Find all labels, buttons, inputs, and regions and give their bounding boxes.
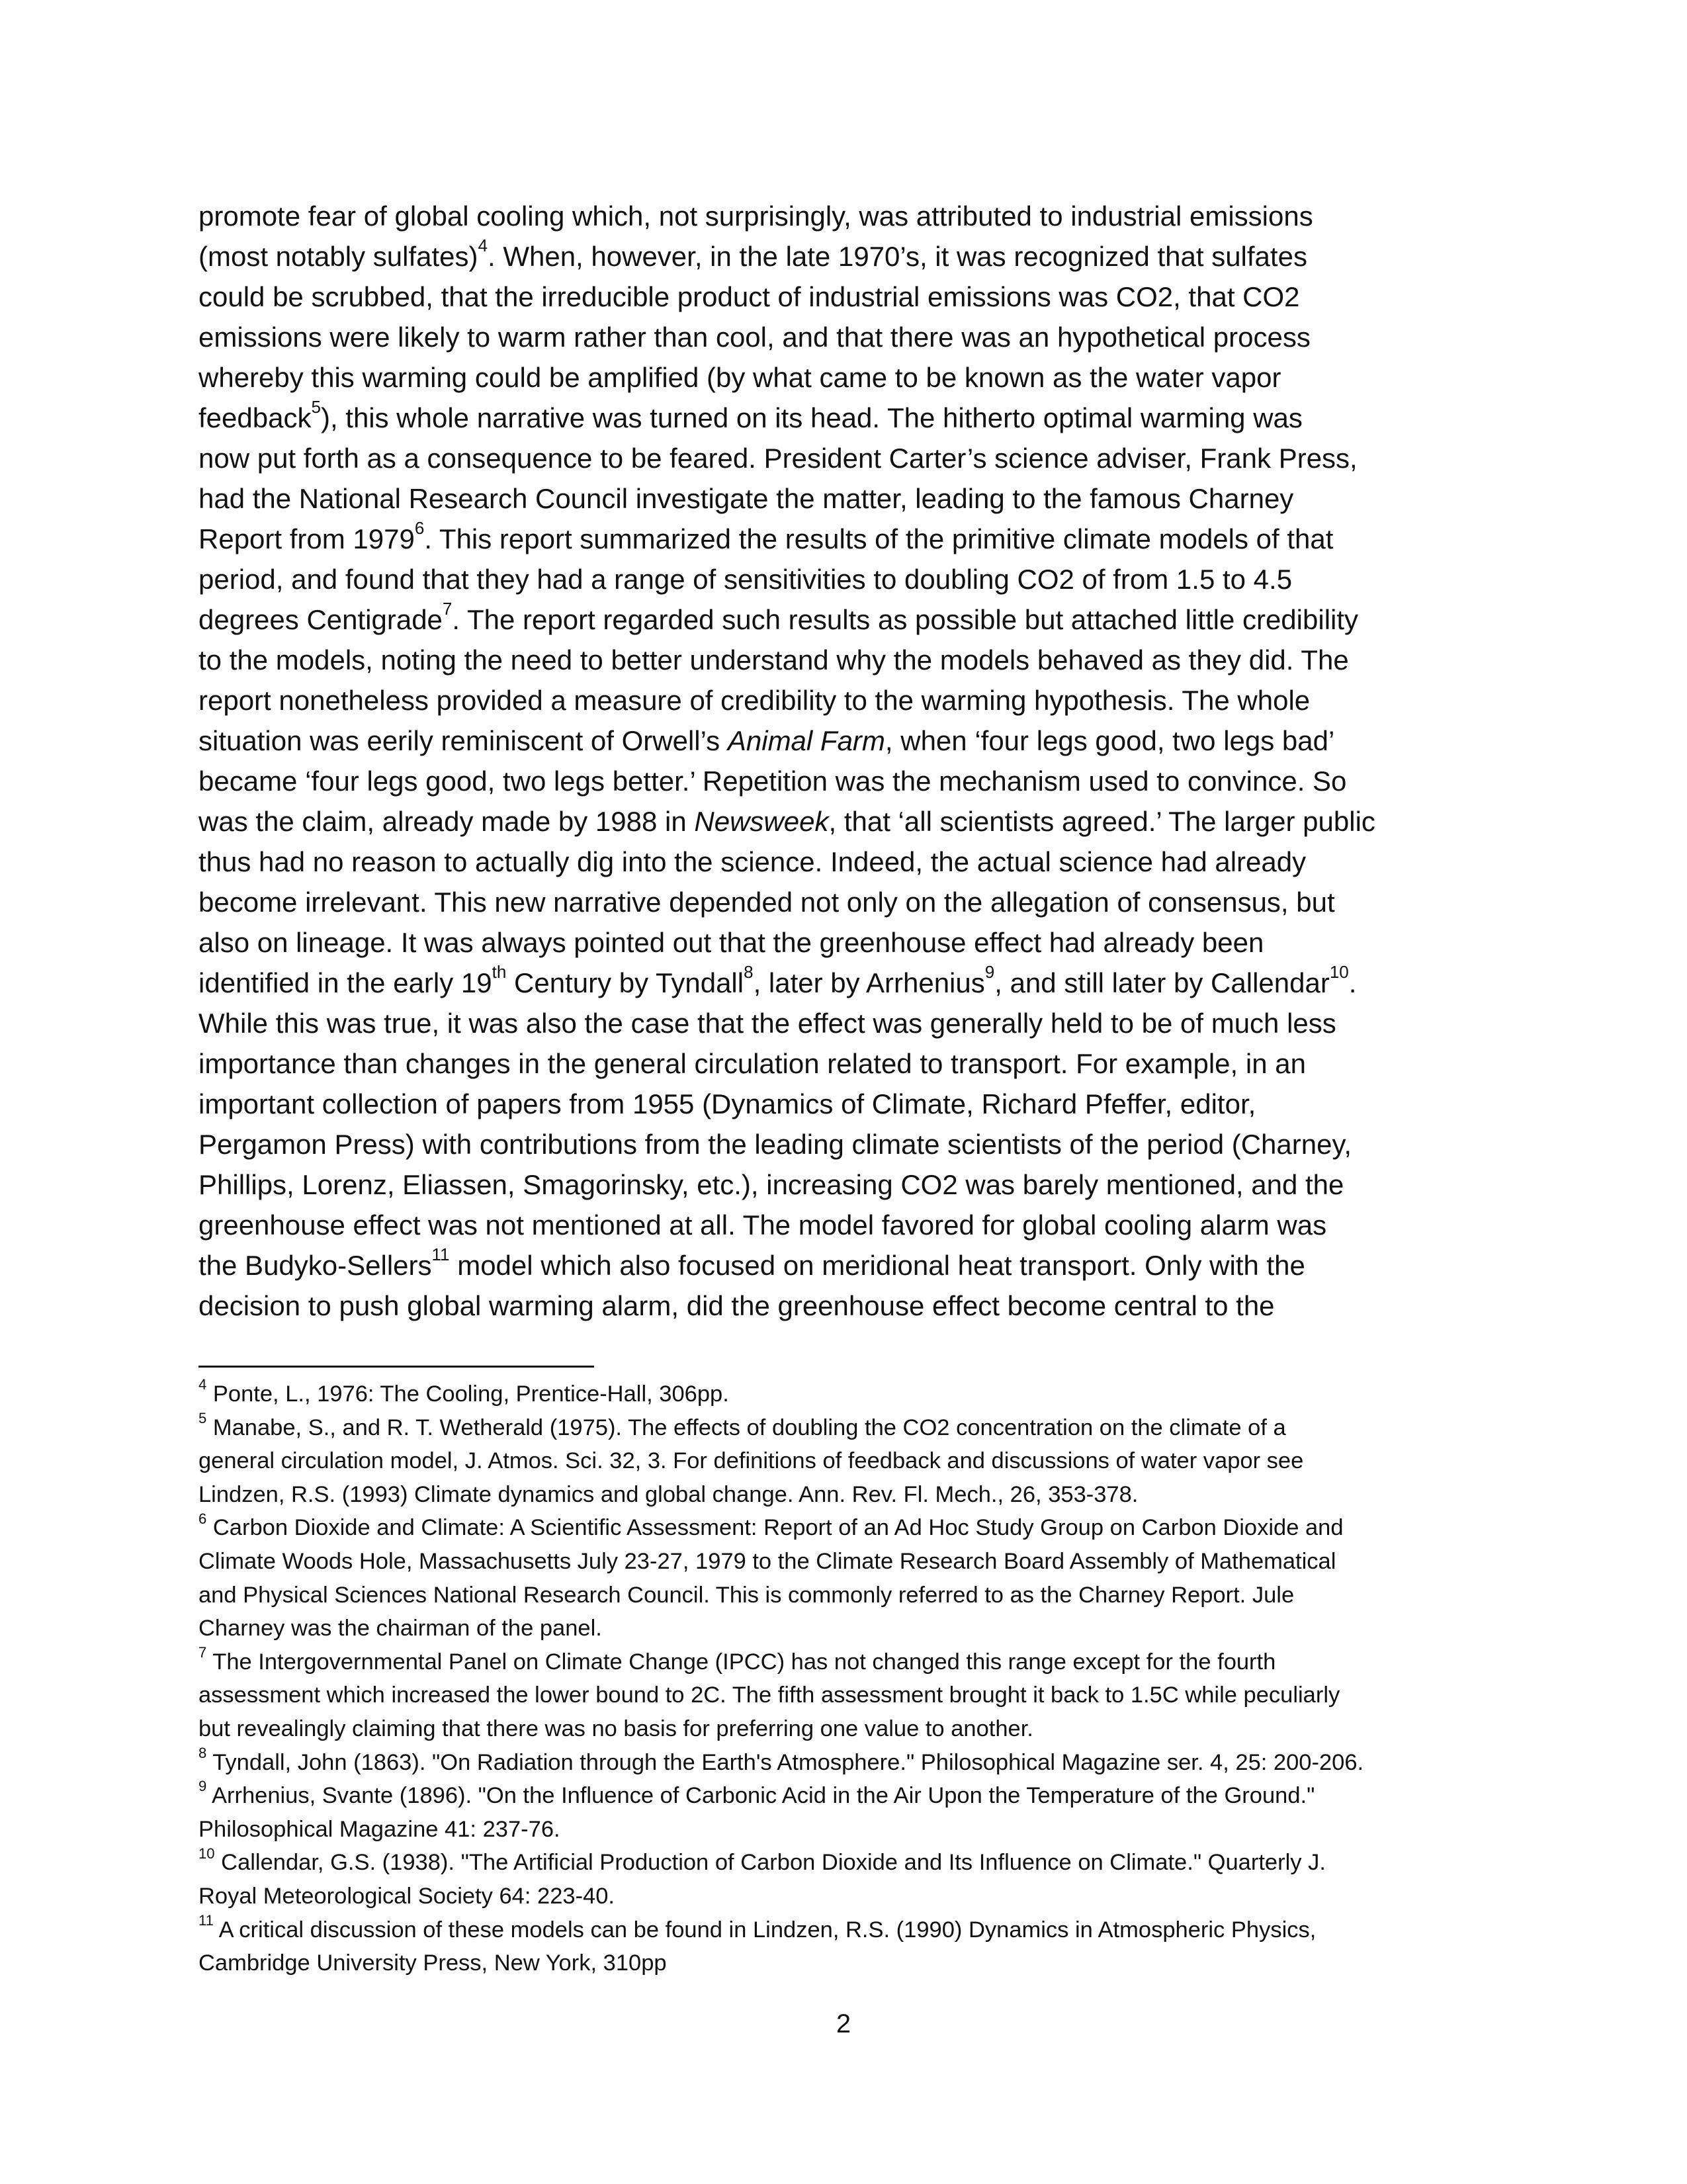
text-run: could be scrubbed, that the irreducible product of industrial emissions was CO2, that CO2 — [198, 281, 1300, 312]
footnote-line — [198, 1712, 1508, 1746]
italic-title: Animal Farm — [727, 725, 885, 756]
text-run: Ponte, L., 1976: The Cooling, Prentice-Hall, 306pp. — [206, 1381, 729, 1407]
text-run: . When, however, in the late 1970’s, it was recognized that sulfates — [488, 241, 1307, 272]
footnote-marker: 6 — [198, 1510, 207, 1527]
footnote-line — [198, 1746, 1508, 1780]
text-run: Philosophical Magazine 41: 237-76. — [198, 1816, 560, 1842]
paragraph-line — [198, 680, 1495, 721]
footnote-marker: 7 — [442, 598, 453, 619]
paragraph-line — [198, 761, 1495, 801]
footnote-marker: 4 — [198, 1376, 207, 1393]
footnotes — [198, 1377, 1508, 1980]
text-run: Pergamon Press) with contributions from the leading climate scientists of the period (Charney, — [198, 1129, 1352, 1160]
footnote-line — [198, 1645, 1508, 1679]
text-run: also on lineage. It was always pointed out that the greenhouse effect had already been — [198, 927, 1264, 958]
text-run: to the models, noting the need to better understand why the models behaved as they did. The — [198, 644, 1349, 676]
footnote-line — [198, 1411, 1508, 1445]
paragraph-line — [198, 1286, 1495, 1326]
paragraph-line — [198, 721, 1495, 761]
text-run: period, and found that they had a range of sensitivities to doubling CO2 of from 1.5 to 4.5 — [198, 564, 1293, 595]
text-run: (most notably sulfates) — [198, 241, 478, 272]
paragraph-line — [198, 963, 1495, 1003]
page-number: 2 — [836, 2009, 851, 2038]
footnote-marker: 11 — [431, 1244, 450, 1264]
footnote-marker: 5 — [311, 396, 321, 417]
text-run: became ‘four legs good, two legs better.’ Repetition was the mechanism used to convince. So — [198, 765, 1347, 797]
paragraph-line — [198, 1245, 1495, 1286]
paragraph-line — [198, 357, 1495, 398]
paragraph-line — [198, 842, 1495, 882]
text-run: situation was eerily reminiscent of Orwell’s — [198, 725, 728, 756]
text-run: greenhouse effect was not mentioned at all. The model favored for global cooling alarm was — [198, 1209, 1327, 1241]
footnote-marker: 9 — [198, 1778, 207, 1795]
paragraph-line — [198, 1043, 1495, 1084]
footnote-line — [198, 1913, 1508, 1947]
text-run: had the National Research Council investigate the matter, leading to the famous Charney — [198, 483, 1294, 514]
footnote-marker: 10 — [198, 1845, 215, 1862]
paragraph-line — [198, 640, 1495, 680]
text-run: promote fear of global cooling which, not surprisingly, was attributed to industrial emissions — [198, 200, 1313, 232]
footnote-marker: th — [492, 961, 507, 982]
paragraph-line — [198, 1003, 1495, 1043]
text-run: Report from 1979 — [198, 523, 415, 554]
text-run: the Budyko-Sellers — [198, 1250, 432, 1281]
footnote-line — [198, 1880, 1508, 1913]
paragraph-line — [198, 519, 1495, 559]
text-run: become irrelevant. This new narrative depended not only on the allegation of consensus, but — [198, 887, 1335, 918]
text-run: whereby this warming could be amplified (by what came to be known as the water vapor — [198, 362, 1281, 393]
text-run: . The report regarded such results as possible but attached little credibility — [452, 604, 1359, 635]
footnote-marker: 8 — [198, 1744, 207, 1761]
footnote-line — [198, 1511, 1508, 1545]
footnote-marker: 11 — [198, 1911, 214, 1929]
text-run: degrees Centigrade — [198, 604, 443, 635]
footnote-marker: 6 — [414, 517, 425, 538]
text-run: , when ‘four legs good, two legs bad’ — [885, 725, 1335, 756]
footnote-line — [198, 1946, 1508, 1980]
text-run: Carbon Dioxide and Climate: A Scientific Assessment: Report of an Ad Hoc Study Group on Carbon Dioxide and — [206, 1515, 1344, 1541]
text-run: A critical discussion of these models can be found in Lindzen, R.S. (1990) Dynamics in Atmospheric Physics, — [213, 1917, 1317, 1943]
text-run: emissions were likely to warm rather than cool, and that there was an hypothetical process — [198, 322, 1311, 353]
paragraph-line — [198, 599, 1495, 640]
footnote-line — [198, 1813, 1508, 1847]
footnote-separator — [198, 1366, 594, 1368]
footnote-line — [198, 1579, 1508, 1612]
text-run: Lindzen, R.S. (1993) Climate dynamics and global change. Ann. Rev. Fl. Mech., 26, 353-378. — [198, 1481, 1139, 1507]
paragraph-line — [198, 317, 1495, 357]
paragraph-line — [198, 277, 1495, 317]
text-run: model which also focused on meridional heat transport. Only with the — [449, 1250, 1305, 1281]
text-run: Arrhenius, Svante (1896). "On the Influence of Carbonic Acid in the Air Upon the Temperature of the Ground." — [206, 1783, 1315, 1809]
text-run: ), this whole narrative was turned on its head. The hitherto optimal warming was — [320, 402, 1303, 433]
text-run: thus had no reason to actually dig into the science. Indeed, the actual science had already — [198, 846, 1307, 877]
footnote-marker: 9 — [984, 961, 995, 982]
paragraph-line — [198, 1205, 1495, 1245]
text-run: importance than changes in the general circulation related to transport. For example, in an — [198, 1048, 1306, 1079]
text-run: , that ‘all scientists agreed.’ The larger public — [828, 806, 1375, 837]
paragraph-line — [198, 1124, 1495, 1164]
text-run: While this was true, it was also the case that the effect was generally held to be of much less — [198, 1008, 1336, 1039]
text-run: . — [1348, 967, 1357, 998]
text-run: Phillips, Lorenz, Eliassen, Smagorinsky, etc.), increasing CO2 was barely mentioned, and the — [198, 1169, 1344, 1200]
text-run: Tyndall, John (1863). "On Radiation through the Earth's Atmosphere." Philosophical Magazine ser. 4, 25: 200-206. — [206, 1749, 1364, 1775]
paragraph-line — [198, 1164, 1495, 1205]
paragraph-line — [198, 559, 1495, 599]
paragraph-line — [198, 882, 1495, 922]
text-run: general circulation model, J. Atmos. Sci. 32, 3. For definitions of feedback and discussions of water vapor see — [198, 1448, 1304, 1474]
footnote-line — [198, 1478, 1508, 1512]
text-run: Charney was the chairman of the panel. — [198, 1616, 602, 1641]
text-run: but revealingly claiming that there was no basis for preferring one value to another. — [198, 1716, 1033, 1741]
footnote-marker: 5 — [198, 1409, 207, 1426]
text-run: and Physical Sciences National Research Council. This is commonly referred to as the Charney Report. Jule — [198, 1582, 1295, 1608]
text-run: identified in the early 19 — [198, 967, 492, 998]
text-run: feedback — [198, 402, 312, 433]
footnote-line — [198, 1779, 1508, 1813]
paragraph-line — [198, 398, 1495, 438]
text-run: . This report summarized the results of the primitive climate models of that — [424, 523, 1334, 554]
paragraph-line — [198, 236, 1495, 277]
paragraph-line — [198, 1084, 1495, 1124]
text-run: Callendar, G.S. (1938). "The Artificial Production of Carbon Dioxide and Its Influence on Climate." Quarterly J. — [214, 1850, 1326, 1876]
footnote-line — [198, 1377, 1508, 1411]
footnote-line — [198, 1612, 1508, 1645]
footnote-marker: 10 — [1329, 961, 1349, 982]
footnote-line — [198, 1444, 1508, 1478]
text-run: Royal Meteorological Society 64: 223-40. — [198, 1883, 615, 1909]
paragraph-line — [198, 196, 1495, 236]
text-run: The Intergovernmental Panel on Climate Change (IPCC) has not changed this range except for the fourth — [206, 1649, 1276, 1675]
text-run: report nonetheless provided a measure of credibility to the warming hypothesis. The whole — [198, 685, 1311, 716]
paragraph-line — [198, 922, 1495, 963]
paragraph-line — [198, 438, 1495, 478]
footnote-marker: 7 — [198, 1644, 207, 1661]
footnote-line — [198, 1545, 1508, 1579]
text-run: , and still later by Callendar — [994, 967, 1330, 998]
text-run: Cambridge University Press, New York, 310pp — [198, 1950, 667, 1976]
text-run: , later by Arrhenius — [753, 967, 985, 998]
footnote-line — [198, 1679, 1508, 1712]
text-run: was the claim, already made by 1988 in — [198, 806, 695, 837]
footnote-marker: 4 — [478, 235, 488, 255]
text-run: decision to push global warming alarm, did the greenhouse effect become central to the — [198, 1290, 1275, 1321]
italic-title: Newsweek — [694, 806, 829, 837]
body-text — [198, 196, 1495, 1326]
text-run: now put forth as a consequence to be feared. President Carter’s science adviser, Frank Press, — [198, 443, 1358, 474]
footnote-line — [198, 1846, 1508, 1880]
text-run: Climate Woods Hole, Massachusetts July 23-27, 1979 to the Climate Research Board Assembly of Mathematical — [198, 1548, 1336, 1574]
text-run: Century by Tyndall — [506, 967, 744, 998]
text-run: assessment which increased the lower bound to 2C. The fifth assessment brought it back to 1.5C while peculiarly — [198, 1682, 1340, 1708]
text-run: important collection of papers from 1955 (Dynamics of Climate, Richard Pfeffer, editor, — [198, 1088, 1256, 1119]
paragraph-line — [198, 801, 1495, 842]
paragraph-line — [198, 478, 1495, 519]
footnote-marker: 8 — [744, 961, 754, 982]
text-run: Manabe, S., and R. T. Wetherald (1975). The effects of doubling the CO2 concentration on the climate of a — [206, 1415, 1286, 1440]
